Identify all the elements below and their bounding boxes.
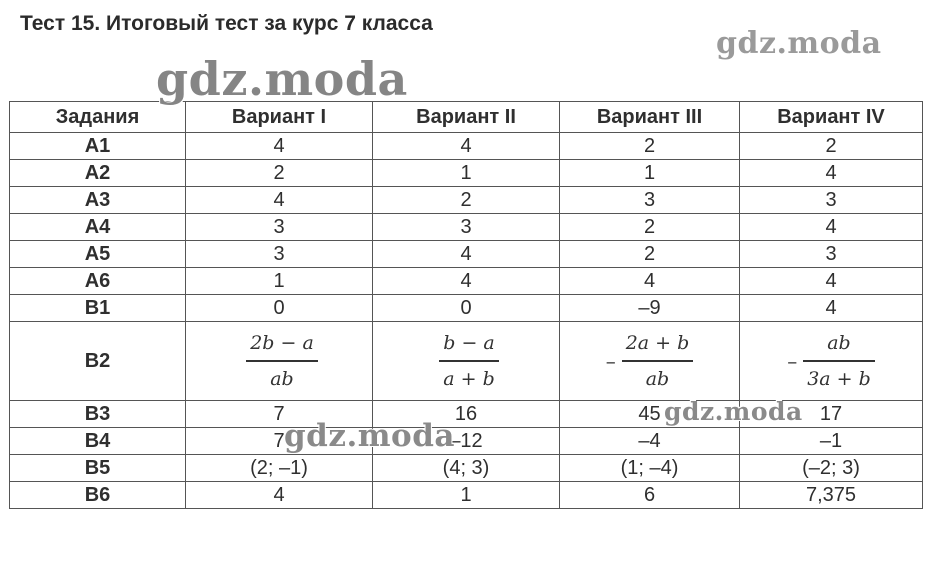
answer-cell: 4 — [373, 268, 560, 295]
header-cell: Вариант III — [560, 102, 740, 133]
table-row — [10, 160, 923, 187]
watermark: gdz.moda — [284, 418, 455, 454]
answer-cell: 3 — [740, 241, 923, 268]
answer-cell: 16 — [373, 401, 560, 428]
task-cell: B5 — [10, 455, 186, 482]
task-cell: B4 — [10, 428, 186, 455]
fraction-numerator: ab — [827, 332, 851, 355]
answer-cell: (4; 3) — [373, 455, 560, 482]
answer-cell: 4 — [373, 241, 560, 268]
page-title: Тест 15. Итоговый тест за курс 7 класса — [20, 12, 433, 35]
fraction-sign: – — [787, 349, 798, 373]
task-cell: B2 — [10, 322, 186, 401]
answer-cell: 1 — [560, 160, 740, 187]
answer-cell: –12 — [373, 428, 560, 455]
answer-cell: 3 — [373, 214, 560, 241]
answer-cell: 2 — [373, 187, 560, 214]
answer-cell: 1 — [373, 160, 560, 187]
fraction — [433, 332, 499, 390]
table-row — [10, 241, 923, 268]
table-row-fractions — [10, 322, 923, 401]
answer-cell: 4 — [373, 133, 560, 160]
answer-cell: 17 — [740, 401, 923, 428]
watermark: gdz.moda — [664, 397, 803, 426]
header-cell: Вариант I — [186, 102, 373, 133]
task-cell: B3 — [10, 401, 186, 428]
answer-cell: (–2; 3) — [740, 455, 923, 482]
answer-cell: 0 — [186, 295, 373, 322]
answer-cell: 2 — [560, 241, 740, 268]
table-row — [10, 187, 923, 214]
answer-cell: 4 — [560, 268, 740, 295]
answer-cell: (2; –1) — [186, 455, 373, 482]
answer-cell: 7 — [186, 428, 373, 455]
task-cell: B6 — [10, 482, 186, 509]
answer-cell: 1 — [373, 482, 560, 509]
task-cell: A6 — [10, 268, 186, 295]
answer-cell — [186, 322, 373, 401]
answers-table — [9, 101, 923, 509]
fraction-numerator: b − a — [443, 332, 495, 355]
header-cell: Вариант II — [373, 102, 560, 133]
header-cell: Задания — [10, 102, 186, 133]
table-row — [10, 214, 923, 241]
task-cell: A1 — [10, 133, 186, 160]
answer-cell: 4 — [740, 160, 923, 187]
watermark: gdz.moda — [156, 52, 408, 106]
table-row — [10, 133, 923, 160]
task-cell: A2 — [10, 160, 186, 187]
answer-cell: 3 — [186, 214, 373, 241]
answer-cell: 45 — [560, 401, 740, 428]
answer-cell — [560, 322, 740, 401]
answer-cell: –9 — [560, 295, 740, 322]
fraction — [787, 332, 875, 390]
answer-cell: 1 — [186, 268, 373, 295]
task-cell: B1 — [10, 295, 186, 322]
fraction-denominator: a + b — [443, 367, 495, 390]
fraction-sign: – — [605, 349, 616, 373]
table-row — [10, 295, 923, 322]
fraction-denominator: ab — [270, 367, 294, 390]
table-row — [10, 482, 923, 509]
answer-cell: 3 — [186, 241, 373, 268]
answer-cell — [740, 322, 923, 401]
watermark: gdz.moda — [716, 26, 882, 61]
answer-cell: –1 — [740, 428, 923, 455]
fraction — [606, 332, 694, 390]
table-row — [10, 268, 923, 295]
answer-cell: 4 — [740, 214, 923, 241]
answer-cell: 6 — [560, 482, 740, 509]
table-row — [10, 455, 923, 482]
header-cell: Вариант IV — [740, 102, 923, 133]
task-cell: A3 — [10, 187, 186, 214]
answer-cell: (1; –4) — [560, 455, 740, 482]
task-cell: A5 — [10, 241, 186, 268]
answer-cell: 4 — [186, 187, 373, 214]
answer-cell: 2 — [560, 214, 740, 241]
answer-cell: 4 — [740, 268, 923, 295]
answer-cell: 4 — [186, 482, 373, 509]
answer-cell: 7 — [186, 401, 373, 428]
answer-cell — [373, 322, 560, 401]
fraction-denominator: 3a + b — [807, 367, 871, 390]
fraction-numerator: 2b − a — [250, 332, 314, 355]
answer-cell: 4 — [186, 133, 373, 160]
fraction — [240, 332, 318, 390]
answer-cell: 4 — [740, 295, 923, 322]
answer-cell: 2 — [186, 160, 373, 187]
fraction-numerator: 2a + b — [625, 332, 690, 355]
answer-cell: 2 — [740, 133, 923, 160]
answer-cell: 0 — [373, 295, 560, 322]
table-row — [10, 428, 923, 455]
answer-cell: –4 — [560, 428, 740, 455]
fraction-denominator: ab — [645, 367, 670, 390]
answer-cell: 7,375 — [740, 482, 923, 509]
task-cell: A4 — [10, 214, 186, 241]
answer-cell: 3 — [560, 187, 740, 214]
answer-cell: 2 — [560, 133, 740, 160]
answer-cell: 3 — [740, 187, 923, 214]
header-row — [10, 102, 923, 133]
